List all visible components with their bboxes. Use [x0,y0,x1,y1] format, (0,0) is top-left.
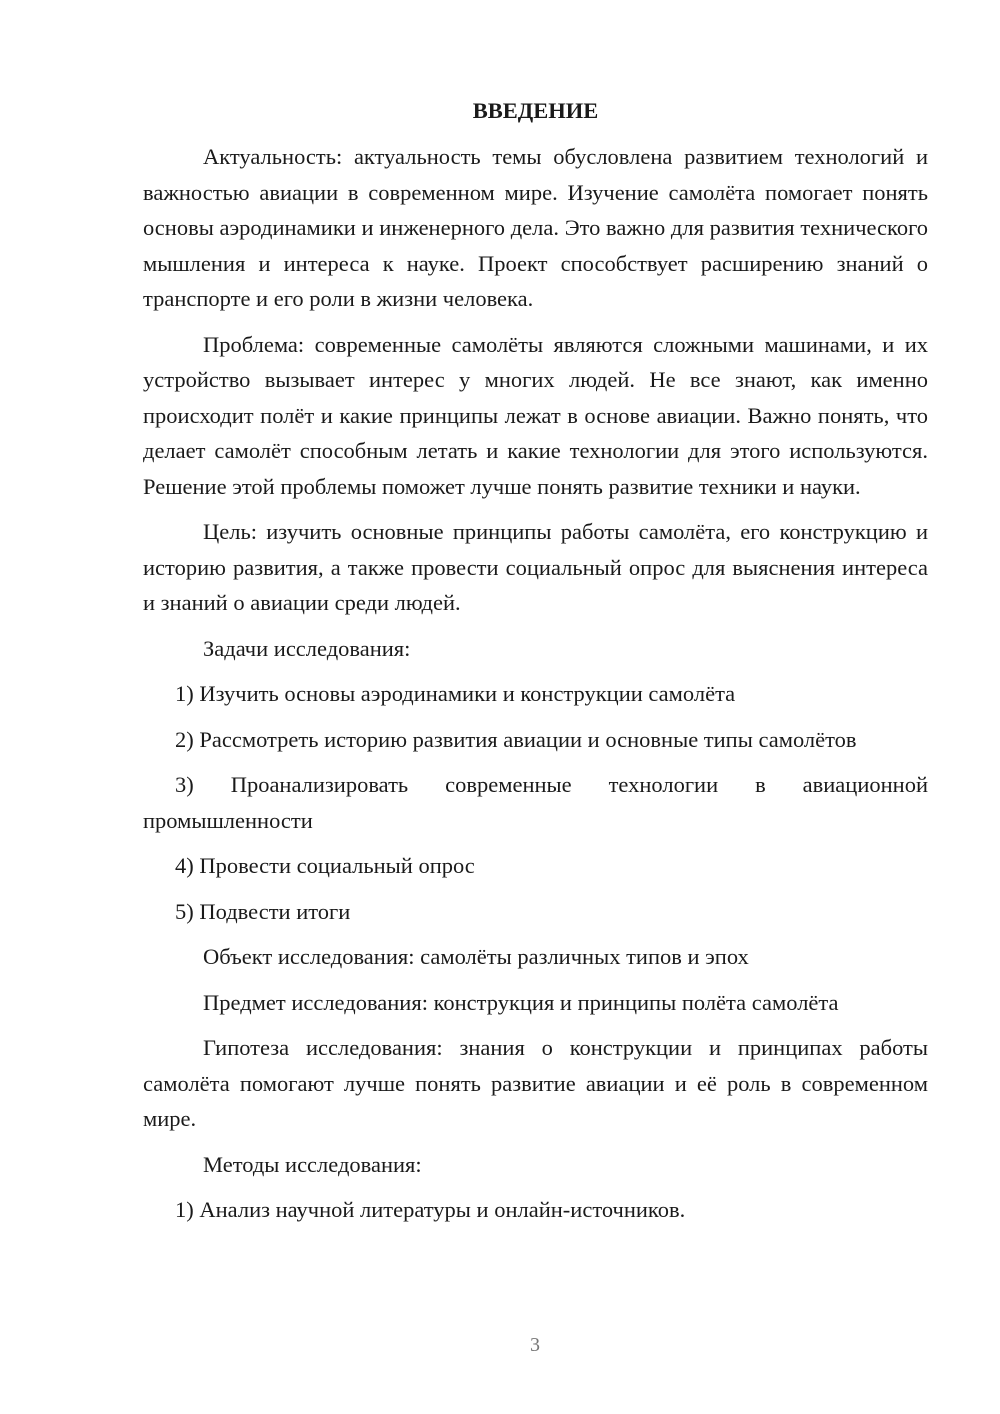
page-number: 3 [530,1334,540,1356]
method-item-1: 1) Анализ научной литературы и онлайн-источников. [175,1197,686,1222]
task-item-4: 4) Провести социальный опрос [175,853,475,878]
section-title: ВВЕДЕНИЕ [472,98,599,123]
page-content [143,93,928,1238]
goal-paragraph: Цель: изучить основные принципы работы самолёта, его конструкцию и историю развития, а также провести социальный опрос для выяснения интереса и знаний о авиации среди людей. [143,519,928,615]
relevance-paragraph: Актуальность: актуальность темы обусловлена развитием технологий и важностью авиации в современном мире. Изучение самолёта помогает понять основы аэродинамики и инженерного дела. Это важно для развития технического мышления и интереса к науке. Проект способствует расширению знаний о транспорте и его роли в жизни человека. [143,144,928,311]
task-item-2: 2) Рассмотреть историю развития авиации и основные типы самолётов [175,726,857,752]
methods-heading: Методы исследования: [203,1151,422,1177]
research-object: Объект исследования: самолёты различных типов и эпох [203,944,749,969]
task-item-1: 1) Изучить основы аэродинамики и конструкции самолёта [175,681,736,706]
task-item-3: 3) Проанализировать современные технологии в авиационной промышленности [143,772,928,833]
problem-paragraph: Проблема: современные самолёты являются сложными машинами, и их устройство вызывает интерес у многих людей. Не все знают, как именно происходит полёт и какие принципы лежат в основе авиации. Важно понять, что делает самолёт способным летать и какие технологии для этого используются. Решение этой проблемы поможет лучше понять развитие техники и науки. [143,331,928,499]
task-item-5: 5) Подвести итоги [175,898,351,924]
tasks-heading: Задачи исследования: [203,635,411,661]
research-subject: Предмет исследования: конструкция и принципы полёта самолёта [203,989,839,1015]
research-hypothesis: Гипотеза исследования: знания о конструкции и принципах работы самолёта помогают лучше понять развитие авиации и её роль в современном мире. [143,1035,928,1131]
